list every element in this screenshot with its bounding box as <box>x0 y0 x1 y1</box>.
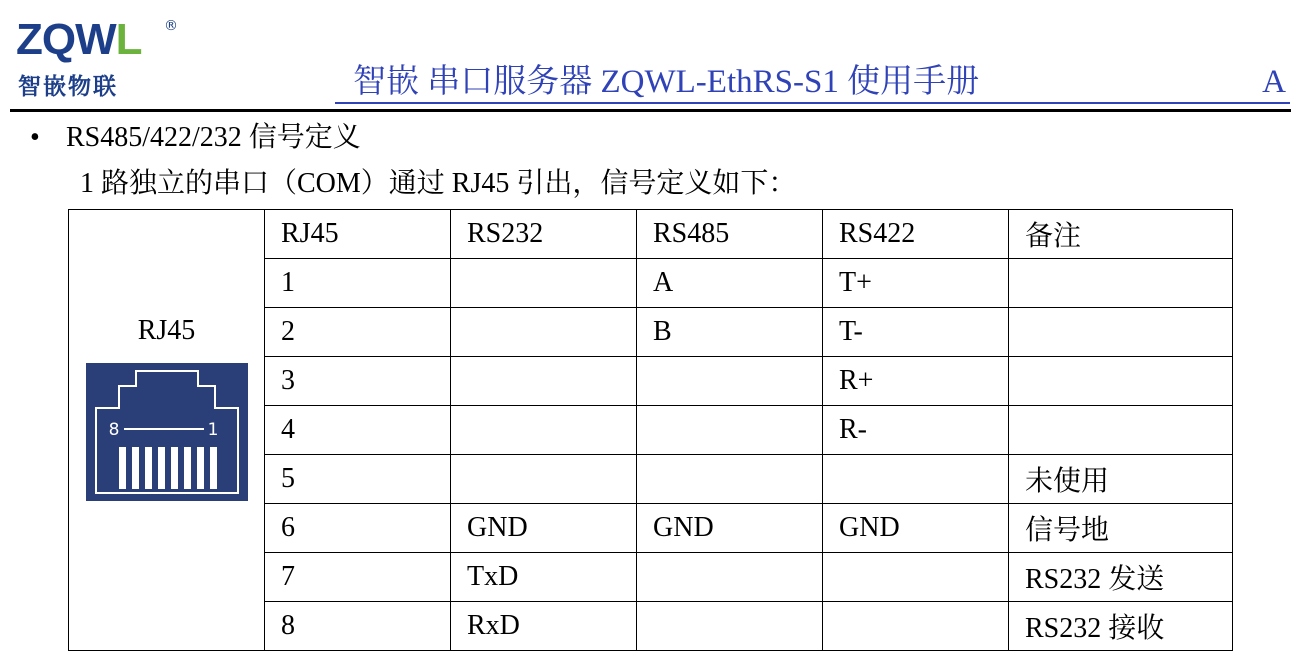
section-heading-text: RS485/422/232 信号定义 <box>66 122 361 153</box>
registered-mark: ® <box>164 18 178 34</box>
table-cell <box>637 455 823 504</box>
table-cell: GND <box>451 504 637 553</box>
logo <box>14 15 184 100</box>
table-cell <box>1009 308 1233 357</box>
document-revision: A <box>1262 64 1286 100</box>
table-cell: R- <box>823 406 1009 455</box>
document-title: 智嵌 串口服务器 ZQWL-EthRS-S1 使用手册 <box>353 64 980 100</box>
table-cell: RS232 接收 <box>1009 602 1233 651</box>
table-cell: 5 <box>265 455 451 504</box>
table-cell: 3 <box>265 357 451 406</box>
table-cell <box>451 406 637 455</box>
connector-label: RJ45 <box>137 315 196 346</box>
header-cell: RS232 <box>451 210 637 259</box>
rj45-connector-icon <box>86 363 248 501</box>
header-cell: 备注 <box>1009 210 1233 259</box>
table-cell: T- <box>823 308 1009 357</box>
table-cell <box>637 357 823 406</box>
header-cell: RS422 <box>823 210 1009 259</box>
table-cell: T+ <box>823 259 1009 308</box>
header-cell: RS485 <box>637 210 823 259</box>
table-cell <box>637 553 823 602</box>
table-cell: 8 <box>265 602 451 651</box>
table-cell <box>823 455 1009 504</box>
pin-8-label: 8 <box>108 420 119 440</box>
table-cell <box>637 602 823 651</box>
table-cell: 6 <box>265 504 451 553</box>
intro-paragraph: 1 路独立的串口（COM）通过 RJ45 引出，信号定义如下： <box>80 168 797 199</box>
table-cell: RxD <box>451 602 637 651</box>
table-cell: B <box>637 308 823 357</box>
table-cell <box>823 553 1009 602</box>
table-cell: TxD <box>451 553 637 602</box>
section-heading <box>30 120 361 156</box>
pin-definition-table <box>68 209 1233 651</box>
table-cell <box>1009 259 1233 308</box>
table-cell: 信号地 <box>1009 504 1233 553</box>
table-cell: RS232 发送 <box>1009 553 1233 602</box>
logo-chinese-name: 智嵌物联 <box>18 74 118 100</box>
table-cell: GND <box>637 504 823 553</box>
table-cell <box>451 455 637 504</box>
table-cell: 4 <box>265 406 451 455</box>
bullet-icon: • <box>30 122 40 153</box>
table-cell <box>451 308 637 357</box>
table-header-row <box>69 210 1233 259</box>
table-cell: 7 <box>265 553 451 602</box>
document-title-bar <box>335 62 1290 104</box>
table-cell <box>451 357 637 406</box>
connector-cell <box>69 210 265 651</box>
table-cell: A <box>637 259 823 308</box>
header-cell: RJ45 <box>265 210 451 259</box>
table-cell <box>637 406 823 455</box>
header-rule <box>10 109 1291 112</box>
table-cell: 1 <box>265 259 451 308</box>
pin-1-label: 1 <box>207 420 218 440</box>
table-cell <box>823 602 1009 651</box>
table-cell: R+ <box>823 357 1009 406</box>
table-cell <box>1009 357 1233 406</box>
table-cell: 2 <box>265 308 451 357</box>
table-cell <box>1009 406 1233 455</box>
table-cell: GND <box>823 504 1009 553</box>
table-cell: 未使用 <box>1009 455 1233 504</box>
table-cell <box>451 259 637 308</box>
logo-mark: ZQWL <box>16 15 142 64</box>
